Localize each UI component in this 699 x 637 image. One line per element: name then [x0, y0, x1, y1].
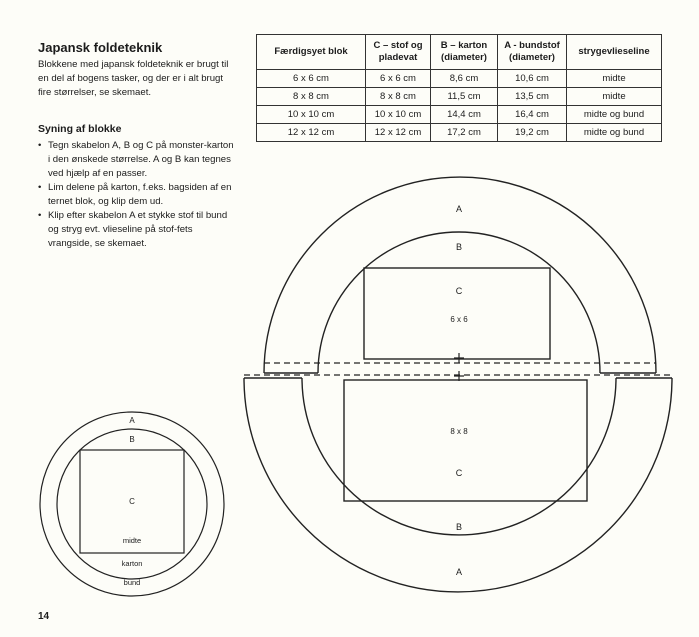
bottom-arc-b [302, 378, 616, 535]
small-label-c: C [129, 497, 135, 506]
step-item: • Tegn skabelon A, B og C på monster-karton i den ønskede størrelse. A og B kan tegnes ved hjælp af en passer. [38, 139, 238, 181]
top-square-c [364, 268, 550, 359]
table-cell: midte [567, 70, 662, 88]
table-cell: 6 x 6 cm [366, 70, 431, 88]
large-label-top-size: 6 x 6 [450, 315, 468, 324]
step-item: • Lim delene på karton, f.eks. bagsiden af en ternet blok, og klip dem ud. [38, 181, 238, 209]
header-c-fabric: C – stof og pladevat [366, 35, 431, 70]
crosshair-top [454, 353, 464, 363]
table-cell: 13,5 cm [498, 88, 567, 106]
header-a-base-fabric: A - bundstof (diameter) [498, 35, 567, 70]
large-label-bottom-size: 8 x 8 [450, 427, 468, 436]
large-label-top-b: B [455, 242, 463, 252]
top-arc-b [318, 232, 600, 373]
small-label-bund: bund [123, 578, 141, 587]
table-cell: 17,2 cm [431, 124, 498, 142]
large-label-bottom-c: C [455, 468, 463, 478]
table-cell: 12 x 12 cm [366, 124, 431, 142]
section-title: Syning af blokke [38, 123, 122, 135]
small-label-midte: midte [122, 536, 142, 545]
page-number: 14 [38, 611, 50, 622]
page-title: Japansk foldeteknik [38, 40, 163, 55]
step-item: • Klip efter skabelon A et stykke stof til bund og stryg evt. vlieseline på stof-fets vrangside, se skemaet. [38, 209, 238, 251]
table-cell: midte og bund [567, 106, 662, 124]
intro-paragraph: Blokkene med japansk foldeteknik er brugt til en del af bogens tasker, og der er i alt brugt fire størrelser, se skemaet. [38, 59, 229, 98]
header-interfacing: strygevlieseline [567, 35, 662, 70]
table-cell: 8 x 8 cm [257, 88, 366, 106]
crosshair-marks [454, 353, 464, 381]
bottom-square-c [344, 380, 587, 501]
header-finished-block: Færdigsyet blok [257, 35, 366, 70]
table-cell: 10 x 10 cm [366, 106, 431, 124]
large-label-top-a: A [455, 204, 463, 214]
small-label-a: A [129, 416, 135, 425]
small-label-b: B [129, 435, 135, 444]
table-cell: 6 x 6 cm [257, 70, 366, 88]
header-b-card: B – karton (diameter) [431, 35, 498, 70]
large-label-bottom-a: A [455, 567, 463, 577]
table-cell: midte [567, 88, 662, 106]
large-label-top-c: C [455, 286, 463, 296]
table-cell: 10,6 cm [498, 70, 567, 88]
table-cell: midte og bund [567, 124, 662, 142]
table-cell: 10 x 10 cm [257, 106, 366, 124]
large-label-bottom-b: B [455, 522, 463, 532]
bottom-arc-a [244, 378, 672, 592]
table-cell: 16,4 cm [498, 106, 567, 124]
small-label-karton: karton [121, 559, 143, 568]
table-cell: 14,4 cm [431, 106, 498, 124]
table-cell: 8 x 8 cm [366, 88, 431, 106]
table-cell: 12 x 12 cm [257, 124, 366, 142]
table-cell: 8,6 cm [431, 70, 498, 88]
table-cell: 11,5 cm [431, 88, 498, 106]
table-cell: 19,2 cm [498, 124, 567, 142]
